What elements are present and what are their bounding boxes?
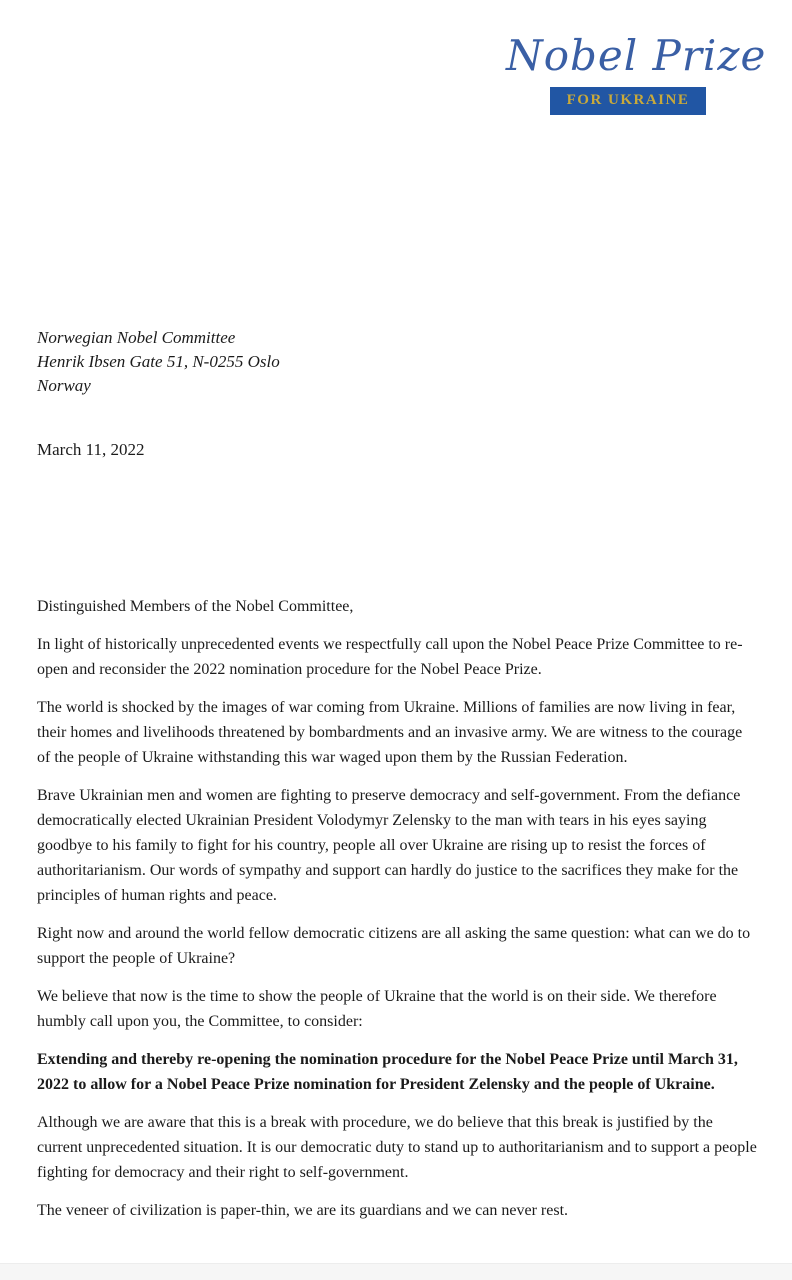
paragraph-request-bold: Extending and thereby re-opening the nomination procedure for the Nobel Peace Prize until March 31, 2022 to allow for a Nobel Peace Prize nomination for President Zelensky and the people of Ukraine.	[37, 1051, 738, 1093]
recipient-line-2: Henrik Ibsen Gate 51, N-0255 Oslo	[37, 352, 280, 371]
letter-date: March 11, 2022	[37, 440, 145, 459]
paragraph-break-with-procedure: Although we are aware that this is a break with procedure, we do believe that this break is justified by the current unprecedented situation. It is our democratic duty to stand up to authoritarianism and to support a people fighting for democracy and their right to self-government.	[37, 1114, 757, 1181]
paragraph-call-upon: We believe that now is the time to show the people of Ukraine that the world is on their side. We therefore humbly call upon you, the Committee, to consider:	[37, 988, 717, 1030]
nobel-prize-script-logo: Nobel Prize	[506, 31, 767, 80]
paragraph-question: Right now and around the world fellow democratic citizens are all asking the same question: what can we do to support the people of Ukraine?	[37, 925, 751, 967]
page-bottom-strip	[0, 1263, 792, 1280]
paragraph-closing: The veneer of civilization is paper-thin, we are its guardians and we can never rest.	[37, 1202, 569, 1219]
paragraph-brave-ukrainians: Brave Ukrainian men and women are fighting to preserve democracy and self-government. From the defiance democratically elected Ukrainian President Volodymyr Zelensky to the man with tears in his eyes saying goodbye to his family to fight for his country, people all over Ukraine are rising up to resist the forces of authoritarianism. Our words of sympathy and support can hardly do justice to the sacrifices they make for the principles of human rights and peace.	[37, 787, 741, 904]
paragraph-world-shocked: The world is shocked by the images of war coming from Ukraine. Millions of families are now living in fear, their homes and livelihoods threatened by bombardments and an invasive army. We are witness to the courage of the people of Ukraine withstanding this war waged upon them by the Russian Federation.	[37, 699, 743, 766]
recipient-address-block	[37, 326, 280, 398]
paragraph-intro: In light of historically unprecedented events we respectfully call upon the Nobel Peace Prize Committee to re-open and reconsider the 2022 nomination procedure for the Nobel Peace Prize.	[37, 636, 743, 678]
letter-body	[37, 594, 759, 1236]
salutation: Distinguished Members of the Nobel Committee,	[37, 598, 354, 615]
letterhead	[506, 30, 767, 115]
for-ukraine-banner: FOR UKRAINE	[550, 87, 707, 115]
recipient-line-3: Norway	[37, 376, 91, 395]
recipient-line-1: Norwegian Nobel Committee	[37, 328, 236, 347]
